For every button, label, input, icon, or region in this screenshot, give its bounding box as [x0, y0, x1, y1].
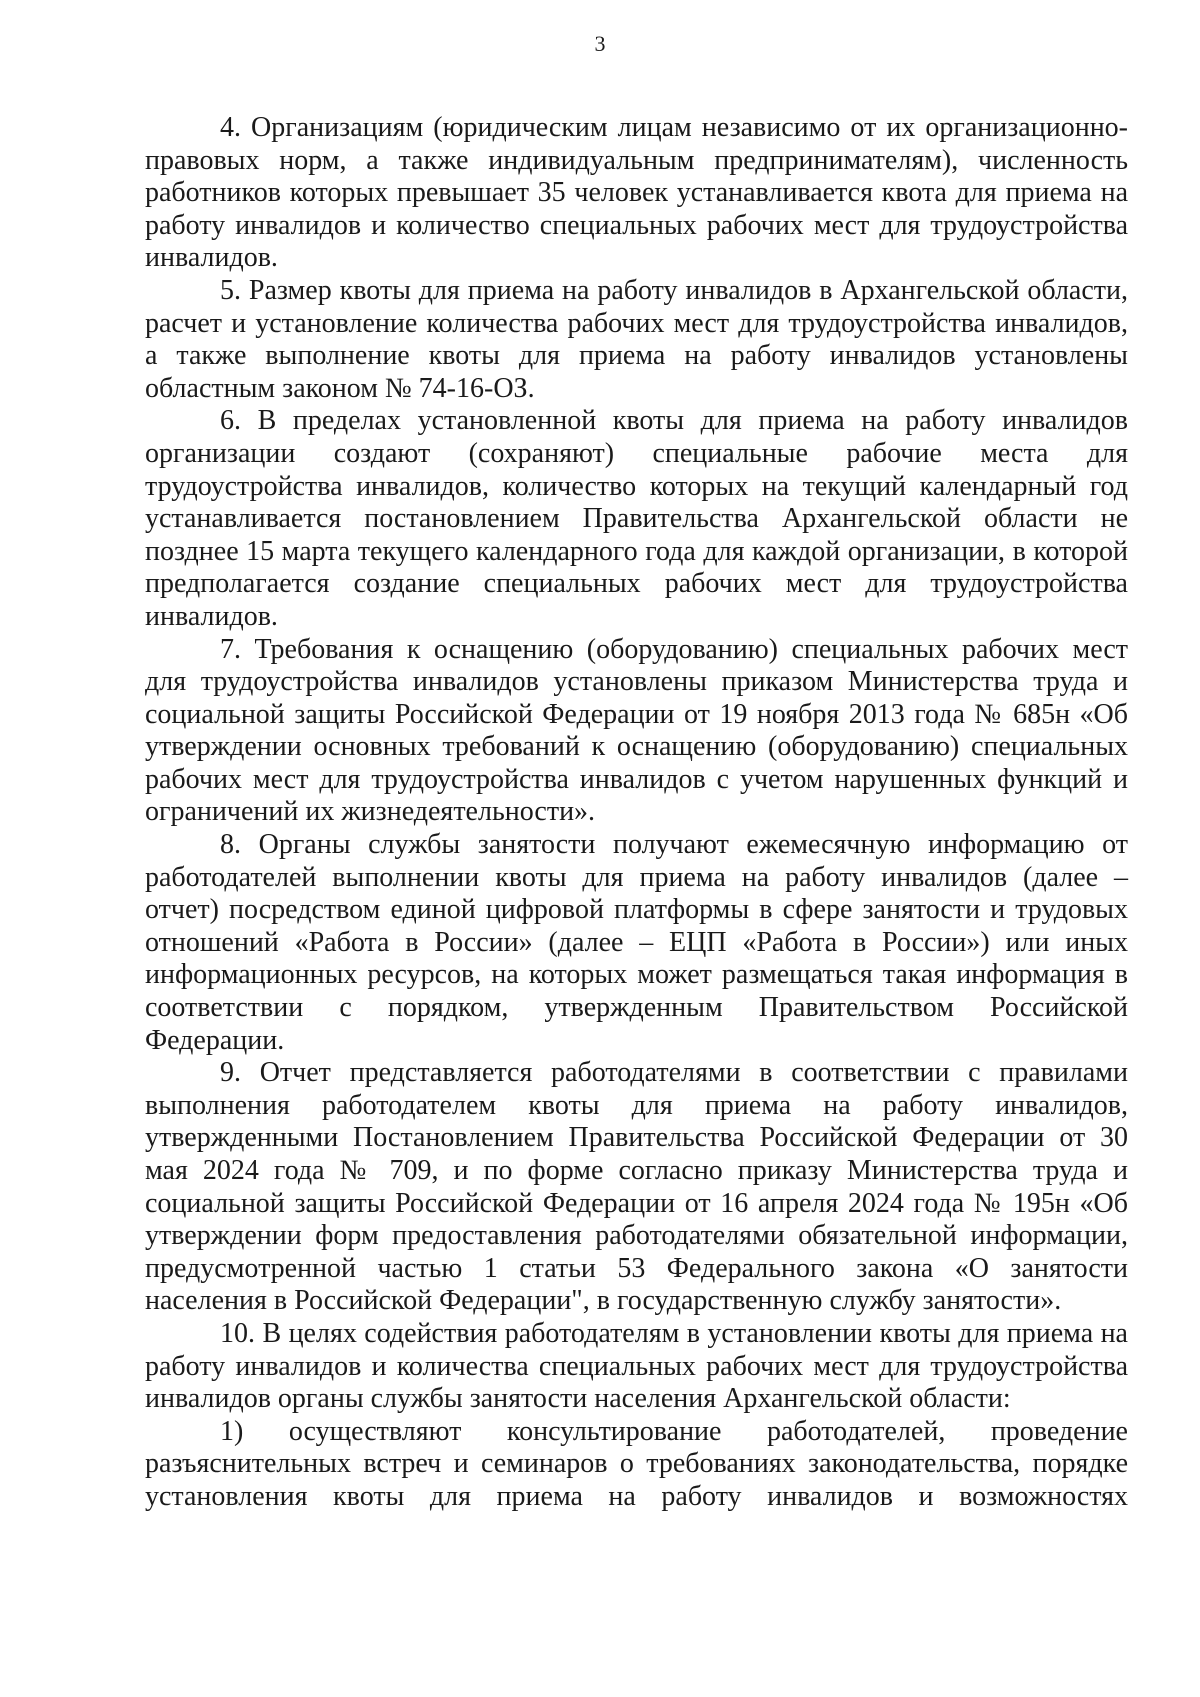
- paragraph-5-quota-size: 5. Размер квоты для приема на работу инвалидов в Архангельской области, расчет и установление количества рабочих мест для трудоустройства инвалидов, а также выполнение квоты для приема на работу инвалидов установлены областным законом № 74-16-ОЗ.: [145, 274, 1128, 404]
- paragraph-8-monthly-reporting: 8. Органы службы занятости получают ежемесячную информацию от работодателей выполнении квоты для приема на работу инвалидов (далее – отчет) посредством единой цифровой платформы в сфере занятости и трудовых отношений «Работа в России» (далее – ЕЦП «Работа в России») или иных информационных ресурсов, на которых может размещаться такая информация в соответствии с порядком, утвержденным Правительством Российской Федерации.: [145, 829, 1128, 1056]
- paragraph-4-quota-organizations: 4. Организациям (юридическим лицам независимо от их организационно-правовых норм, а также индивидуальным предпринимателям), численность работников которых превышает 35 человек устанавливается квота для приема на работу инвалидов и количество специальных рабочих мест для трудоустройства инвалидов.: [145, 112, 1128, 274]
- paragraph-10-employment-service-assistance: 10. В целях содействия работодателям в установлении квоты для приема на работу инвалидов и количества специальных рабочих мест для трудоустройства инвалидов органы службы занятости населения Архангельской области:: [145, 1317, 1128, 1415]
- paragraph-9-report-submission: 9. Отчет представляется работодателями в соответствии с правилами выполнения работодателем квоты для приема на работу инвалидов, утвержденными Постановлением Правительства Российской Федерации от 30 мая 2024 года № 709, и по форме согласно приказу Министерства труда и социальной защиты Российской Федерации от 16 апреля 2024 года № 195н «Об утверждении форм предоставления работодателями обязательной информации, предусмотренной частью 1 статьи 53 Федерального закона «О занятости населения в Российской Федерации", в государственную службу занятости».: [145, 1057, 1128, 1317]
- paragraph-6-special-workplaces: 6. В пределах установленной квоты для приема на работу инвалидов организации создают (сохраняют) специальные рабочие места для трудоустройства инвалидов, количество которых на текущий календарный год устанавливается постановлением Правительства Архангельской области не позднее 15 марта текущего календарного года для каждой организации, в которой предполагается создание специальных рабочих мест для трудоустройства инвалидов.: [145, 405, 1128, 632]
- document-body: [145, 112, 1128, 1514]
- list-item-1-consulting: 1) осуществляют консультирование работодателей, проведение разъяснительных встреч и семинаров о требованиях законодательства, порядке установления квоты для приема на работу инвалидов и возможностях: [145, 1415, 1128, 1512]
- paragraph-7-equipment-requirements: 7. Требования к оснащению (оборудованию) специальных рабочих мест для трудоустройства инвалидов установлены приказом Министерства труда и социальной защиты Российской Федерации от 19 ноября 2013 года № 685н «Об утверждении основных требований к оснащению (оборудованию) специальных рабочих мест для трудоустройства инвалидов с учетом нарушенных функций и ограничений их жизнедеятельности».: [145, 633, 1128, 828]
- page-number: 3: [594, 31, 606, 56]
